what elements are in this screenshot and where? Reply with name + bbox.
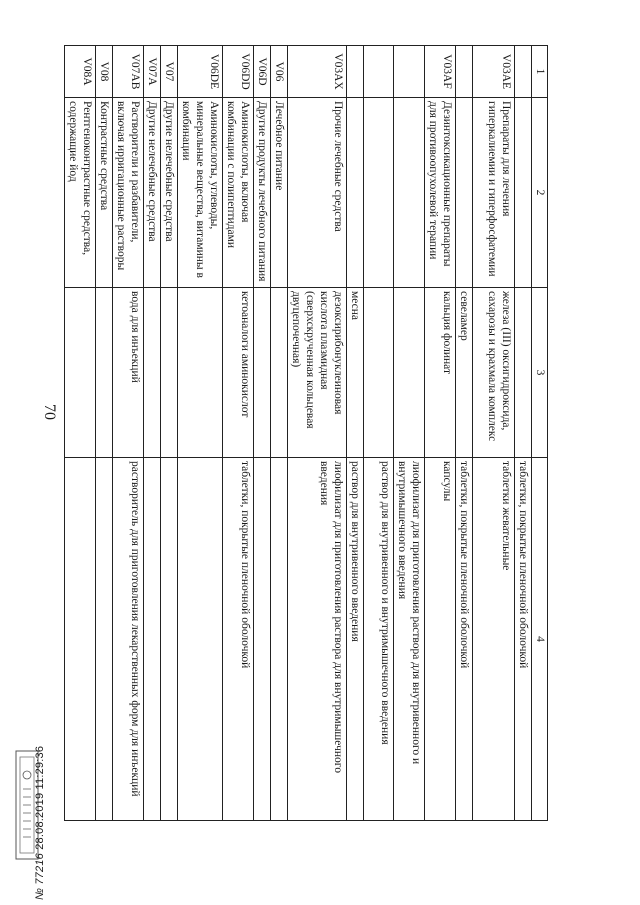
drug-name-cell [254,288,271,458]
group-name-cell: Лечебное питание [271,98,288,288]
drug-name-cell [178,288,223,458]
drug-name-cell [515,288,532,458]
col-header-2: 2 [532,98,548,288]
atc-code-cell [347,46,364,98]
group-name-cell [347,98,364,288]
group-name-cell: Другие продукты лечебного питания [254,98,271,288]
drug-table [64,45,548,821]
dosage-form-cell: растворитель для приготовления лекарственных форм для инъекций [113,458,144,821]
drug-name-cell: дезоксирибонуклеиновая кислота плазмидная (сверхскрученная кольцевая двуцепочечная) [288,288,347,458]
table-row [394,46,425,821]
table-row [271,46,288,821]
col-header-3: 3 [532,288,548,458]
atc-code-cell [515,46,532,98]
drug-name-cell: железа (III) оксигидроксида, сахарозы и крахмала комплекс [473,288,515,458]
dosage-form-cell [65,458,96,821]
dosage-form-cell: лиофилизат для приготовления раствора для внутримышечного введения [288,458,347,821]
drug-name-cell [364,288,394,458]
group-name-cell [515,98,532,288]
dosage-form-cell [96,458,113,821]
page-number: 70 [41,404,58,420]
drug-name-cell: кальция фолинат [425,288,456,458]
drug-table-sheet [67,45,548,820]
dosage-form-cell [178,458,223,821]
group-name-cell: Прочие лечебные средства [288,98,347,288]
atc-code-cell: V07A [144,46,161,98]
group-name-cell: Аминокислоты, включая комбинации с полипептидами [223,98,254,288]
atc-code-cell: V08A [65,46,96,98]
table-row [456,46,473,821]
atc-code-cell: V06 [271,46,288,98]
dosage-form-cell: таблетки, покрытые пленочной оболочкой [515,458,532,821]
atc-code-cell: V03AE [473,46,515,98]
col-header-1: 1 [532,46,548,98]
table-row [65,46,96,821]
table-row [223,46,254,821]
dosage-form-cell: таблетки жевательные [473,458,515,821]
group-name-cell [394,98,425,288]
group-name-cell: Дезинтоксикационные препараты для противоопухолевой терапии [425,98,456,288]
drug-name-cell [65,288,96,458]
atc-code-cell: V07AB [113,46,144,98]
atc-code-cell [364,46,394,98]
atc-code-cell: V06DE [178,46,223,98]
table-row [515,46,532,821]
atc-code-cell: V08 [96,46,113,98]
dosage-form-cell [161,458,178,821]
doc-number: № 77216 [34,853,46,900]
table-row [113,46,144,821]
drug-name-cell [96,288,113,458]
drug-name-cell [161,288,178,458]
group-name-cell: Аминокислоты, углеводы, минеральные вещества, витамины в комбинации [178,98,223,288]
table-row [161,46,178,821]
drug-name-cell: севеламер [456,288,473,458]
drug-name-cell [271,288,288,458]
atc-code-cell: V07 [161,46,178,98]
group-name-cell: Другие нелечебные средства [144,98,161,288]
group-name-cell: Другие нелечебные средства [161,98,178,288]
dosage-form-cell [144,458,161,821]
header-row [532,46,548,821]
dosage-form-cell [271,458,288,821]
group-name-cell: Рентгеноконтрастные средства, содержащие йод [65,98,96,288]
table-row [254,46,271,821]
table-row [178,46,223,821]
atc-code-cell: V06D [254,46,271,98]
dosage-form-cell: лиофилизат для приготовления раствора для внутривенного и внутримышечного введения [394,458,425,821]
table-row [288,46,347,821]
dosage-form-cell: раствор для внутривенного введения [347,458,364,821]
drug-name-cell: кетоаналоги аминокислот [223,288,254,458]
drug-name-cell: вода для инъекций [113,288,144,458]
table-row [144,46,161,821]
atc-code-cell [394,46,425,98]
drug-name-cell [394,288,425,458]
atc-code-cell: V06DD [223,46,254,98]
table-row [473,46,515,821]
group-name-cell [456,98,473,288]
dosage-form-cell: таблетки, покрытые пленочной оболочкой [223,458,254,821]
group-name-cell: Препараты для лечения гиперкалиемии и гиперфосфатемии [473,98,515,288]
doc-timestamp: 28.08.2019 11:29:36 [34,745,46,850]
group-name-cell [364,98,394,288]
dosage-form-cell: капсулы [425,458,456,821]
drug-name-cell [144,288,161,458]
drug-name-cell: месна [347,288,364,458]
dosage-form-cell: раствор для внутривенного и внутримышечного введения [364,458,394,821]
group-name-cell: Контрастные средства [96,98,113,288]
table-row [96,46,113,821]
dosage-form-cell [254,458,271,821]
table-row [347,46,364,821]
table-row [364,46,394,821]
dosage-form-cell: таблетки, покрытые пленочной оболочкой [456,458,473,821]
document-footer [32,640,48,900]
atc-code-cell: V03AX [288,46,347,98]
col-header-4: 4 [532,458,548,821]
table-row [425,46,456,821]
group-name-cell: Растворители и разбавители, включая ирригационные растворы [113,98,144,288]
atc-code-cell [456,46,473,98]
atc-code-cell: V03AF [425,46,456,98]
